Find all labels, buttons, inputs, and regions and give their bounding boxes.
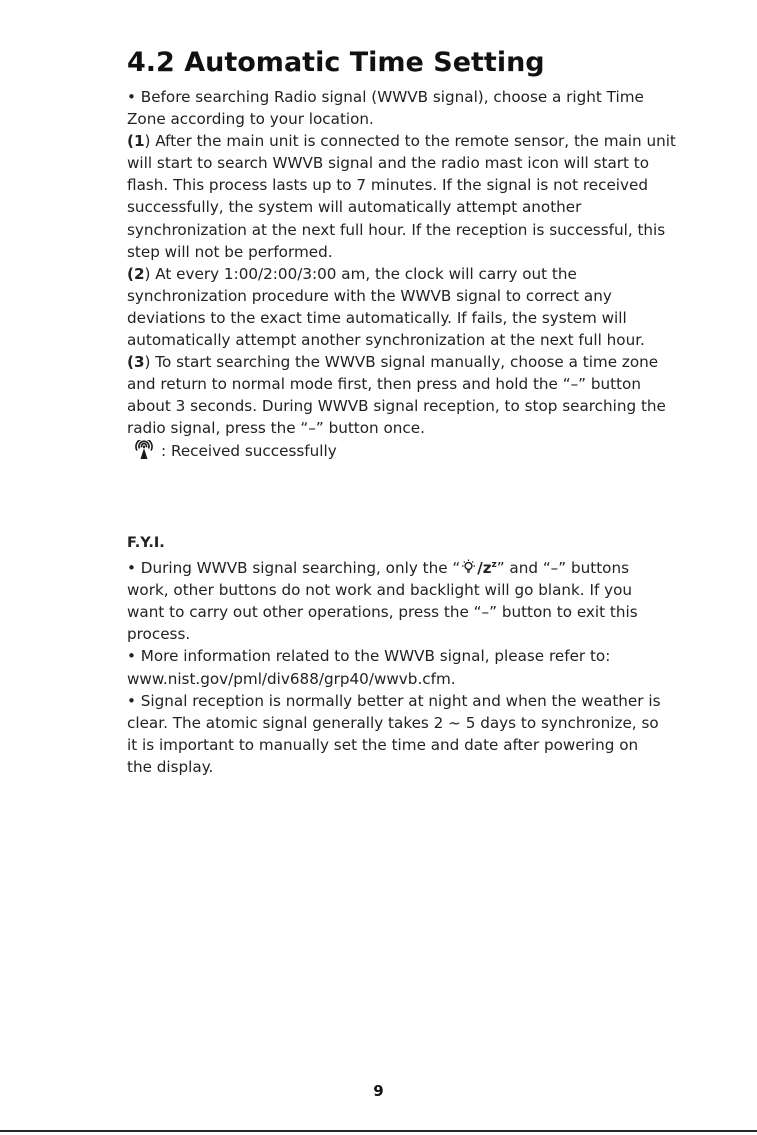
fyi-bullet-3-line: clear. The atomic signal generally takes 2 ~ 5 days to synchronize, so xyxy=(127,713,659,732)
fyi-bullet-3-line: • Signal reception is normally better at night and when the weather is xyxy=(127,691,661,710)
step-1-number: (1 xyxy=(127,132,145,151)
step-2-line: automatically attempt another synchronization at the next full hour. xyxy=(127,331,645,350)
step-3-line: radio signal, press the “–” button once. xyxy=(127,419,425,438)
light-bulb-icon xyxy=(460,559,477,575)
step-1-line: step will not be performed. xyxy=(127,242,333,261)
fyi-bullet-1-line: want to carry out other operations, press the “–” button to exit this xyxy=(127,603,638,622)
step-1-text: ) After the main unit is connected to the remote sensor, the main unit xyxy=(144,132,676,151)
bottom-rule xyxy=(0,1130,757,1132)
step-2-line: synchronization procedure with the WWVB signal to correct any xyxy=(127,286,612,305)
step-1-line: successfully, the system will automatically attempt another xyxy=(127,198,582,217)
snooze-icon-label xyxy=(477,559,496,577)
radio-tower-signal-icon xyxy=(133,440,155,460)
fyi-bullet-3-line: the display. xyxy=(127,757,214,776)
step-1-line: synchronization at the next full hour. If the reception is successful, this xyxy=(127,220,666,239)
fyi-bullet-2-line: • More information related to the WWVB signal, please refer to: xyxy=(127,647,611,666)
page-number: 9 xyxy=(373,1082,384,1100)
fyi-bullet-1-start: • During WWVB signal searching, only the “ xyxy=(127,559,461,578)
fyi-bullet-1-line: work, other buttons do not work and backlight will go blank. If you xyxy=(127,581,633,600)
fyi-bullet-2-url: www.nist.gov/pml/div688/grp40/wwvb.cfm. xyxy=(127,669,456,688)
received-note-line xyxy=(127,440,737,462)
fyi-title: F.Y.I. xyxy=(127,535,165,551)
fyi-section xyxy=(127,532,737,778)
fyi-bullet-1-line xyxy=(127,554,737,579)
step-1-line: will start to search WWVB signal and the radio mast icon will start to xyxy=(127,154,650,173)
step-2-number: (2 xyxy=(127,264,145,283)
section-heading: 4.2 Automatic Time Setting xyxy=(127,47,545,78)
intro-line: • Before searching Radio signal (WWVB signal), choose a right Time xyxy=(127,88,644,106)
intro-line: Zone according to your location. xyxy=(127,110,374,129)
snooze-sup-z: z xyxy=(491,560,497,571)
snooze-slash-z: /z xyxy=(477,559,492,578)
step-3-line: and return to normal mode first, then press and hold the “–” button xyxy=(127,375,641,394)
fyi-bullet-1-end: ” and “–” buttons xyxy=(496,559,629,578)
step-2-line: deviations to the exact time automatically. If fails, the system will xyxy=(127,308,627,327)
step-3-line xyxy=(127,351,737,373)
step-2-line xyxy=(127,263,737,285)
step-2-text: ) At every 1:00/2:00/3:00 am, the clock will carry out the xyxy=(144,264,577,283)
step-1-line: flash. This process lasts up to 7 minutes. If the signal is not received xyxy=(127,176,649,195)
received-note: : Received successfully xyxy=(161,441,337,460)
step-3-number: (3 xyxy=(127,353,145,372)
fyi-bullet-1-line: process. xyxy=(127,625,191,644)
step-3-line: about 3 seconds. During WWVB signal reception, to stop searching the xyxy=(127,397,666,416)
fyi-bullet-3-line: it is important to manually set the time and date after powering on xyxy=(127,735,639,754)
section-body xyxy=(127,86,737,462)
step-1-line xyxy=(127,130,737,152)
step-3-text: ) To start searching the WWVB signal manually, choose a time zone xyxy=(144,353,659,372)
